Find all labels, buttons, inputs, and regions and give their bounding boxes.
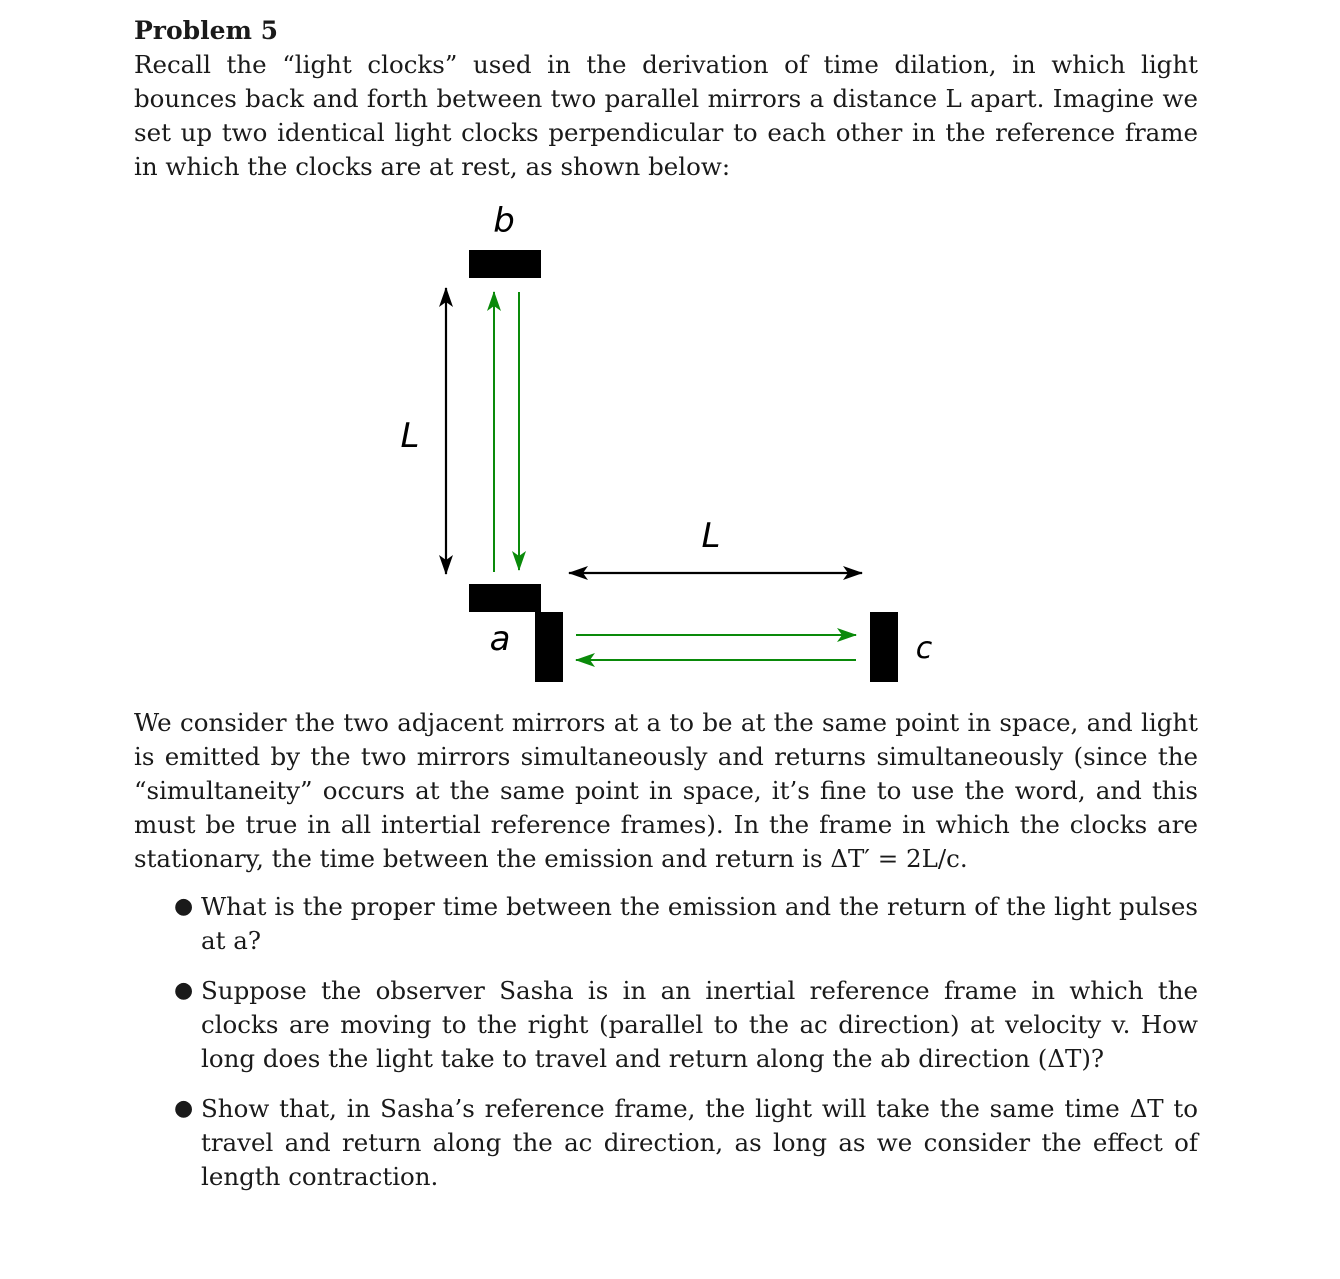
mirror-a-horizontal bbox=[469, 584, 541, 612]
label-L-horizontal: L bbox=[701, 516, 721, 556]
mirror-c bbox=[870, 612, 898, 682]
bullet-icon: ● bbox=[174, 1096, 194, 1121]
question-item bbox=[134, 1092, 1198, 1194]
bullet-icon: ● bbox=[174, 894, 194, 919]
label-c: c bbox=[915, 631, 933, 666]
light-clock-diagram bbox=[134, 192, 1198, 692]
question-text: Show that, in Sasha’s reference frame, the light will take the same time ΔT to travel and return along the ac direction, as long as we consider the effect of length contraction. bbox=[201, 1094, 1198, 1191]
question-text: What is the proper time between the emission and the return of the light pulses at a? bbox=[201, 892, 1198, 955]
question-item bbox=[134, 890, 1198, 958]
intro-paragraph: Recall the “light clocks” used in the derivation of time dilation, in which light bounces back and forth between two parallel mirrors a distance L apart. Imagine we set up two identical light clocks perpendicular to each other in the reference frame in which the clocks are at rest, as shown below: bbox=[134, 50, 1198, 181]
label-L-vertical: L bbox=[400, 416, 420, 456]
label-a: a bbox=[489, 619, 511, 659]
bullet-icon: ● bbox=[174, 978, 194, 1003]
body-paragraph: We consider the two adjacent mirrors at a to be at the same point in space, and light is emitted by the two mirrors simultaneously and returns simultaneously (since the “simultaneity” occurs at the same point in space, it’s fine to use the word, and this must be true in all intertial reference frames). In the frame in which the clocks are stationary, the time between the emission and return is ΔT′ = 2L/c. bbox=[134, 708, 1198, 873]
mirror-b bbox=[469, 250, 541, 278]
problem-page bbox=[134, 14, 1198, 1210]
question-list bbox=[134, 890, 1198, 1194]
mirror-a-vertical bbox=[535, 612, 563, 682]
question-text: Suppose the observer Sasha is in an inertial reference frame in which the clocks are moving to the right (parallel to the ac direction) at velocity v. How long does the light take to travel and return along the ab direction (ΔT)? bbox=[201, 976, 1198, 1073]
question-item bbox=[134, 974, 1198, 1076]
light-clock-figure bbox=[134, 192, 1198, 692]
label-b: b bbox=[493, 201, 515, 241]
problem-title: Problem 5 bbox=[134, 16, 279, 45]
